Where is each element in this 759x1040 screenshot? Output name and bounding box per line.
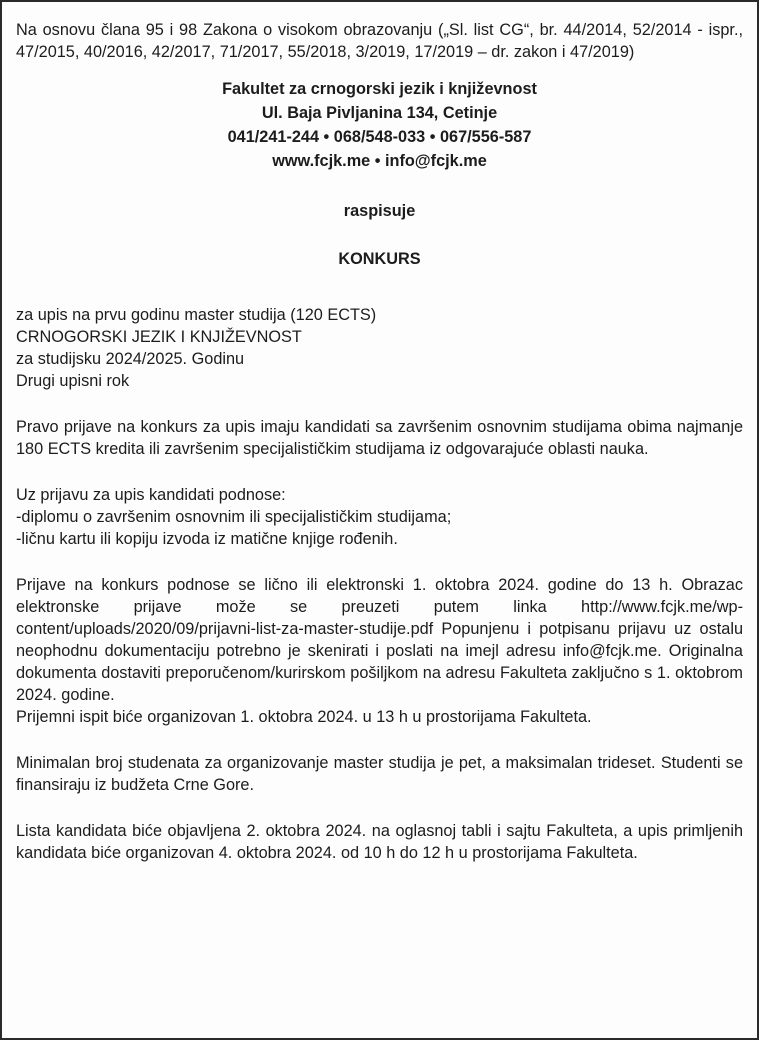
eligibility-paragraph: Pravo prijave na konkurs za upis imaju kandidati sa završenim osnovnim studijama obima najmanje 180 ECTS kredita ili završenim specijalističkim studijama iz odgovarajuće oblasti nauka. <box>16 418 743 458</box>
results-paragraph: Lista kandidata biće objavljena 2. oktobra 2024. na oglasnoj tabli i sajtu Fakulteta, a upis primljenih kandidata biće organizovan 4. oktobra 2024. od 10 h do 12 h u prostorijama Fakulteta. <box>16 822 743 862</box>
faculty-name: Fakultet za crnogorski jezik i književnost <box>222 80 537 98</box>
exam-paragraph: Prijemni ispit biće organizovan 1. oktobra 2024. u 13 h u prostorijama Fakulteta. <box>16 708 592 726</box>
program-year: za studijsku 2024/2025. Godinu <box>16 350 245 368</box>
faculty-phones: 041/241-244 • 068/548-033 • 067/556-587 <box>227 128 532 146</box>
program-block <box>16 304 743 392</box>
capacity-paragraph: Minimalan broj studenata za organizovanje master studija je pet, a maksimalan trideset. Studenti se finansiraju iz budžeta Crne Gore. <box>16 754 743 794</box>
documents-item: -ličnu kartu ili kopiju izvoda iz matične knjige rođenih. <box>16 530 398 548</box>
raspisuje-label: raspisuje <box>343 202 416 220</box>
document-content <box>16 19 743 864</box>
faculty-header <box>16 77 743 173</box>
faculty-web: www.fcjk.me • info@fcjk.me <box>272 152 487 170</box>
documents-item: -diplomu o završenim osnovnim ili specijalističkim studijama; <box>16 508 452 526</box>
documents-intro: Uz prijavu za upis kandidati podnose: <box>16 486 286 504</box>
documents-block <box>16 484 743 550</box>
program-line: za upis na prvu godinu master studija (120 ECTS) <box>16 306 377 324</box>
document-title: KONKURS <box>338 250 421 268</box>
application-paragraph: Prijave na konkurs podnose se lično ili elektronski 1. oktobra 2024. godine do 13 h. Obrazac elektronske prijave može se preuzeti putem linka http://www.fcjk.me/wp-content/uploads/2020/09/prijavni-list-za-master-studije.pdf Popunjenu i potpisanu prijavu uz ostalu neophodnu dokumentaciju potrebno je skenirati i poslati na imejl adresu info@fcjk.me. Originalna dokumenta dostaviti preporučenom/kurirskom pošiljkom na adresu Fakulteta zaključno s 1. oktobrom 2024. godine. <box>16 576 743 704</box>
program-name: CRNOGORSKI JEZIK I KNJIŽEVNOST <box>16 328 302 346</box>
faculty-address: Ul. Baja Pivljanina 134, Cetinje <box>261 104 498 122</box>
legal-basis-paragraph: Na osnovu člana 95 i 98 Zakona o visokom obrazovanju („Sl. list CG“, br. 44/2014, 52/2014 - ispr., 47/2015, 40/2016, 42/2017, 71/2017, 55/2018, 3/2019, 17/2019 – dr. zakon i 47/2019) <box>16 21 743 61</box>
program-round: Drugi upisni rok <box>16 372 130 390</box>
